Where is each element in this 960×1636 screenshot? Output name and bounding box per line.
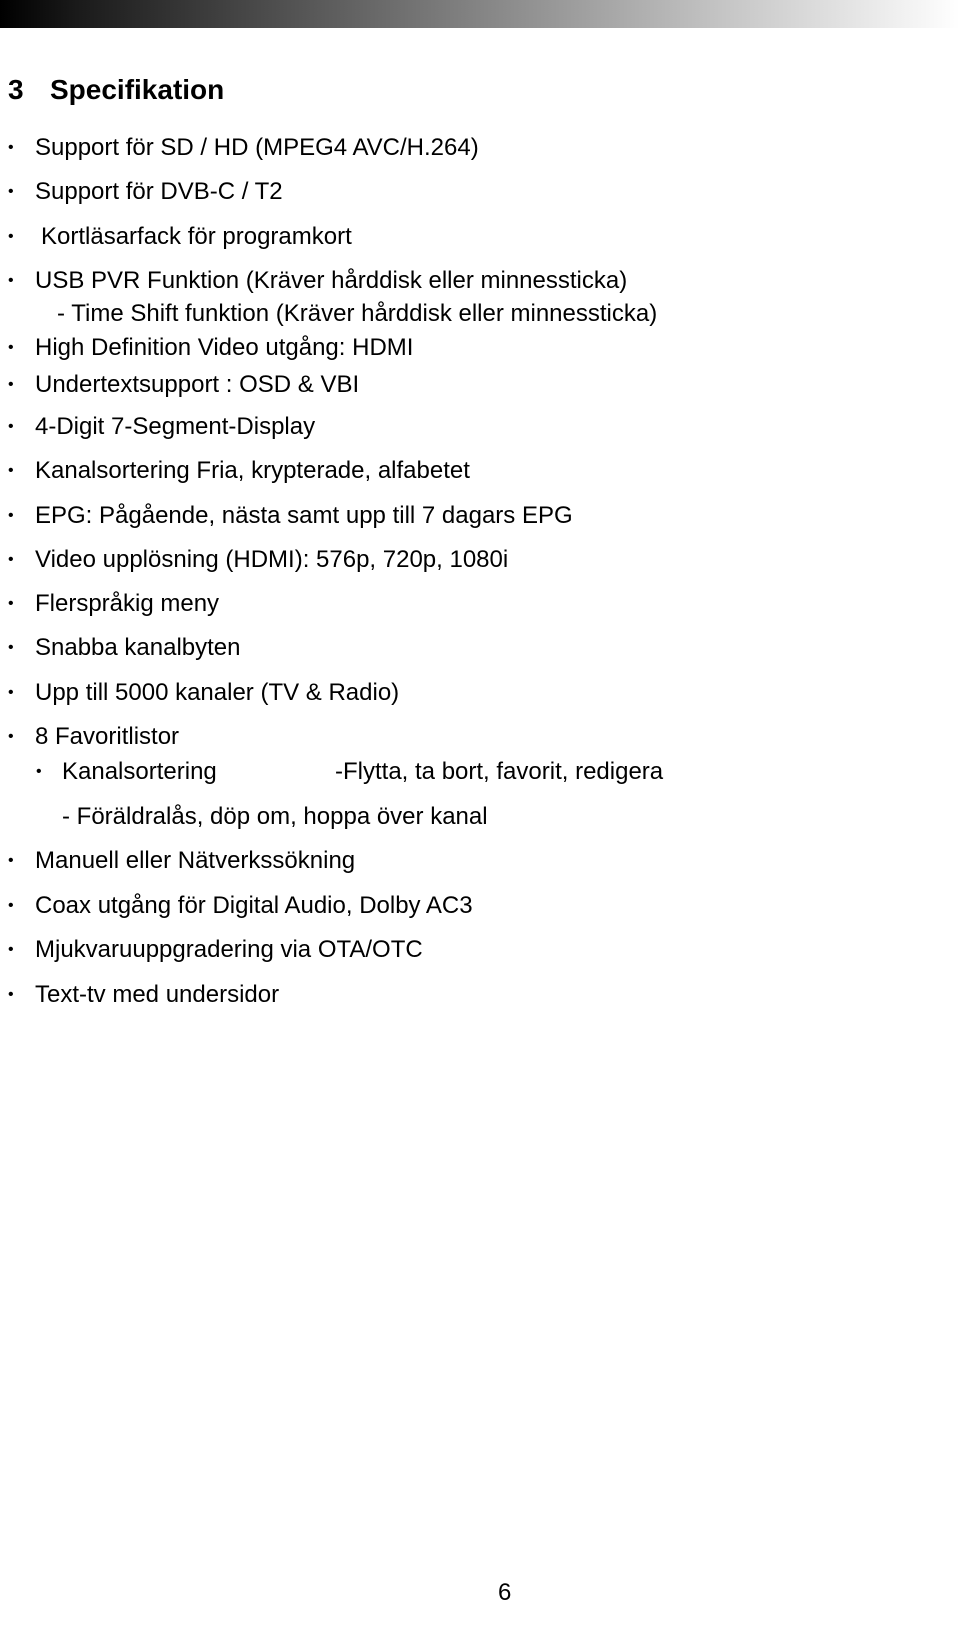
bullet-icon: • (8, 228, 14, 245)
list-item-text: USB PVR Funktion (Kräver hårddisk eller minnessticka) (35, 267, 628, 294)
kanalsortering-label: Kanalsortering (62, 758, 217, 785)
list-item-text: Kortläsarfack för programkort (41, 223, 352, 250)
list-item-text: Coax utgång för Digital Audio, Dolby AC3 (35, 892, 473, 919)
kanalsortering-actions: -Flytta, ta bort, favorit, redigera (335, 758, 664, 785)
list-item-text: Upp till 5000 kanaler (TV & Radio) (35, 679, 400, 706)
section-heading (8, 73, 224, 107)
bullet-icon: • (8, 272, 14, 289)
bullet-icon: • (8, 183, 14, 200)
list-item-text: High Definition Video utgång: HDMI (35, 334, 414, 361)
time-shift-text: - Time Shift funktion (Kräver hårddisk eller minnessticka) (57, 300, 658, 327)
list-item-text: 8 Favoritlistor (35, 723, 180, 750)
list-item-text: Undertextsupport : OSD & VBI (35, 371, 360, 398)
list-item-text: Kanalsortering Fria, krypterade, alfabetet (35, 457, 470, 484)
bullet-icon: • (8, 897, 14, 914)
bullet-icon: • (8, 684, 14, 701)
bullet-icon: • (8, 986, 14, 1003)
section-title: Specifikation (50, 74, 225, 105)
list-item-text: Snabba kanalbyten (35, 634, 241, 661)
header-gradient-bar (0, 0, 960, 28)
list-item-text: Flerspråkig meny (35, 590, 220, 617)
list-item-text: Mjukvaruuppgradering via OTA/OTC (35, 936, 423, 963)
bullet-icon: • (8, 339, 14, 356)
list-item-text: Video upplösning (HDMI): 576p, 720p, 1080i (35, 546, 509, 573)
section-number: 3 (8, 74, 24, 105)
bullet-icon: • (8, 728, 14, 745)
kanalsortering-more-text: - Föräldralås, döp om, hoppa över kanal (62, 803, 488, 830)
bullet-icon: • (8, 852, 14, 869)
bullet-icon: • (8, 376, 14, 393)
list-item-text: Support för DVB-C / T2 (35, 178, 283, 205)
list-item-text: Manuell eller Nätverkssökning (35, 847, 356, 874)
bullet-icon: • (8, 507, 14, 524)
page-number: 6 (498, 1579, 512, 1606)
bullet-icon: • (8, 595, 14, 612)
bullet-icon: • (36, 763, 42, 780)
bullet-icon: • (8, 139, 14, 156)
list-item-text: Text-tv med undersidor (35, 981, 280, 1008)
bullet-icon: • (8, 418, 14, 435)
list-item-text: Support för SD / HD (MPEG4 AVC/H.264) (35, 134, 479, 161)
bullet-icon: • (8, 639, 14, 656)
bullet-icon: • (8, 941, 14, 958)
bullet-icon: • (8, 551, 14, 568)
list-item-text: EPG: Pågående, nästa samt upp till 7 dagars EPG (35, 502, 573, 529)
list-item-text: 4-Digit 7-Segment-Display (35, 413, 316, 440)
bullet-icon: • (8, 462, 14, 479)
